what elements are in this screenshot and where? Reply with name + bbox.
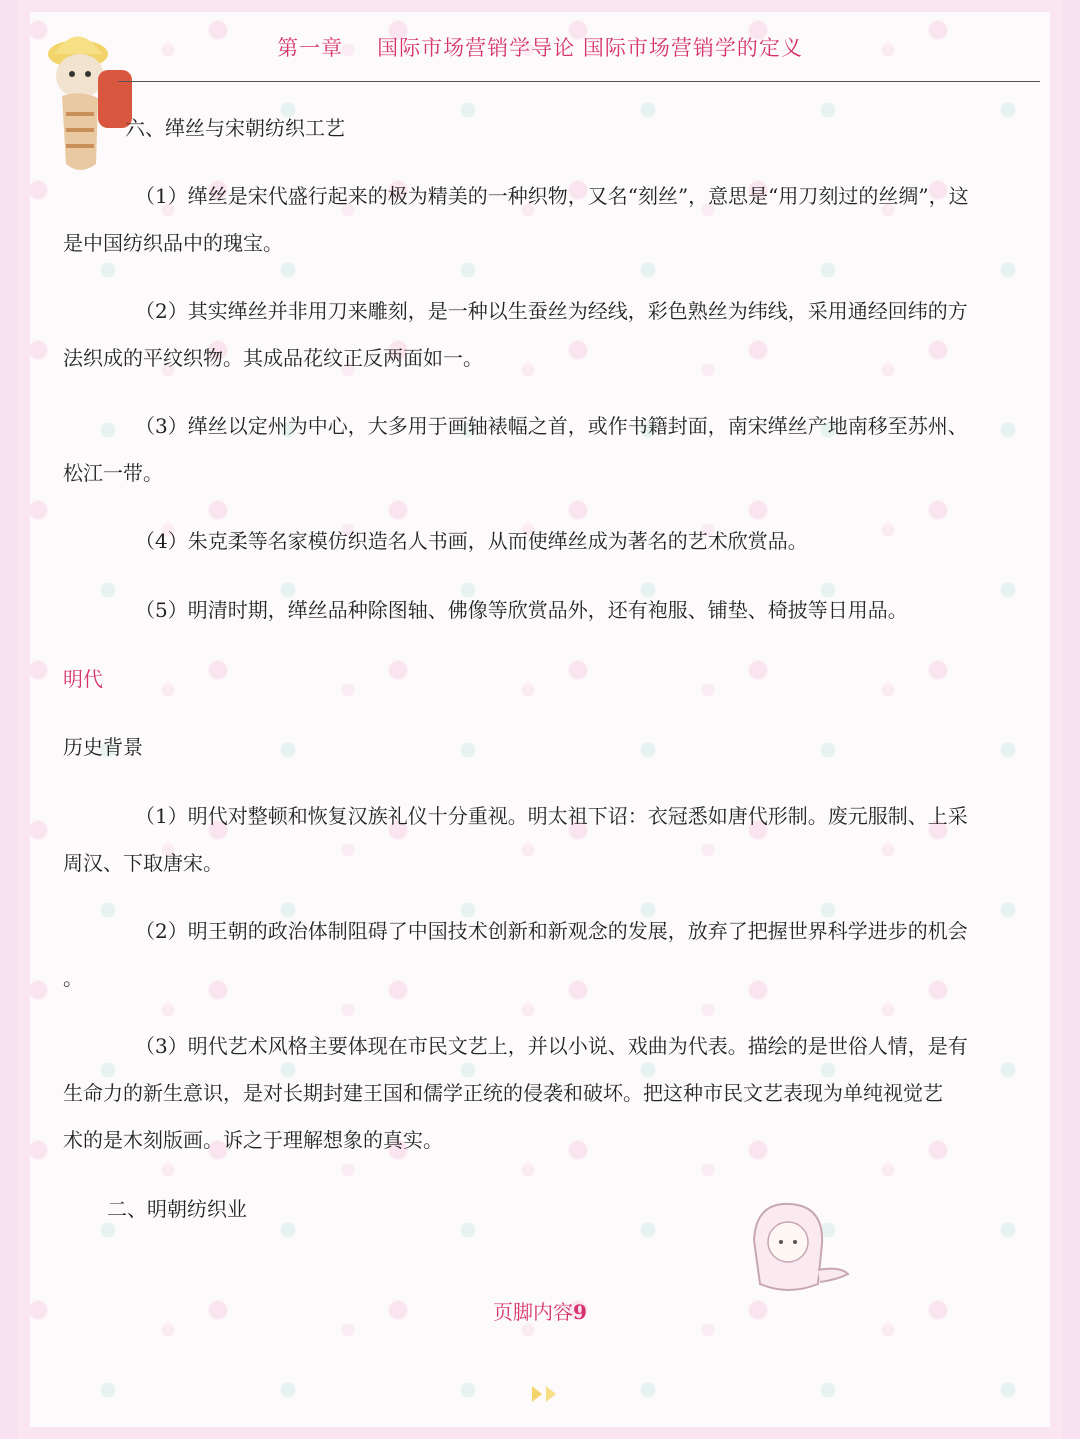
paragraph-line: （2）明王朝的政治体制阻碍了中国技术创新和新观念的发展，放弃了把握世界科学进步的机会 [135, 919, 968, 943]
section-heading-ming: 明代 [63, 667, 103, 691]
subheading-background: 历史背景 [63, 735, 143, 759]
arrow-decoration-icon [528, 1382, 568, 1410]
header-rule [118, 81, 1040, 82]
paragraph-line: （3）明代艺术风格主要体现在市民文艺上，并以小说、戏曲为代表。描绘的是世俗人情，是有 [135, 1034, 968, 1058]
paragraph-line: 周汉、下取唐宋。 [63, 851, 223, 875]
paragraph-line: 。 [63, 966, 83, 990]
document-page [18, 0, 1062, 1439]
paragraph-line: （1）缂丝是宋代盛行起来的极为精美的一种织物，又名“刻丝”，意思是“用刀刻过的丝绸”，这 [135, 184, 969, 208]
paragraph-line: （5）明清时期，缂丝品种除图轴、佛像等欣赏品外，还有袍服、铺垫、椅披等日用品。 [135, 598, 908, 622]
paragraph-line: 法织成的平纹织物。其成品花纹正反两面如一。 [63, 346, 483, 370]
page-footer [18, 1296, 1062, 1325]
header-title: 国际市场营销学导论 国际市场营销学的定义 [377, 36, 803, 60]
paragraph-line: 生命力的新生意识，是对长期封建王国和儒学正统的侵袭和破坏。把这种市民文艺表现为单纯视觉艺 [63, 1081, 943, 1105]
paragraph-line: 松江一带。 [63, 461, 163, 485]
chapter-label: 第一章 [277, 36, 344, 60]
paragraph-line: （4）朱克柔等名家模仿织造名人书画，从而使缂丝成为著名的艺术欣赏品。 [135, 529, 808, 553]
paragraph-line: 术的是木刻版画。诉之于理解想象的真实。 [63, 1128, 443, 1152]
page-number: 9 [573, 1300, 587, 1324]
section-heading: 二、明朝纺织业 [107, 1197, 247, 1221]
paragraph-line: （1）明代对整顿和恢复汉族礼仪十分重视。明太祖下诏：衣冠悉如唐代形制。废元服制、上采 [135, 804, 968, 828]
paragraph-line: （3）缂丝以定州为中心，大多用于画轴裱幅之首，或作书籍封面，南宋缂丝产地南移至苏州、 [135, 414, 968, 438]
girl-illustration-icon [744, 1200, 854, 1304]
section-heading: 六、缂丝与宋朝纺织工艺 [125, 116, 345, 140]
page-header [18, 32, 1062, 62]
footer-label: 页脚内容 [493, 1300, 574, 1324]
paragraph-line: 是中国纺织品中的瑰宝。 [63, 231, 283, 255]
paragraph-line: （2）其实缂丝并非用刀来雕刻，是一种以生蚕丝为经线，彩色熟丝为纬线，采用通经回纬的方 [135, 299, 968, 323]
